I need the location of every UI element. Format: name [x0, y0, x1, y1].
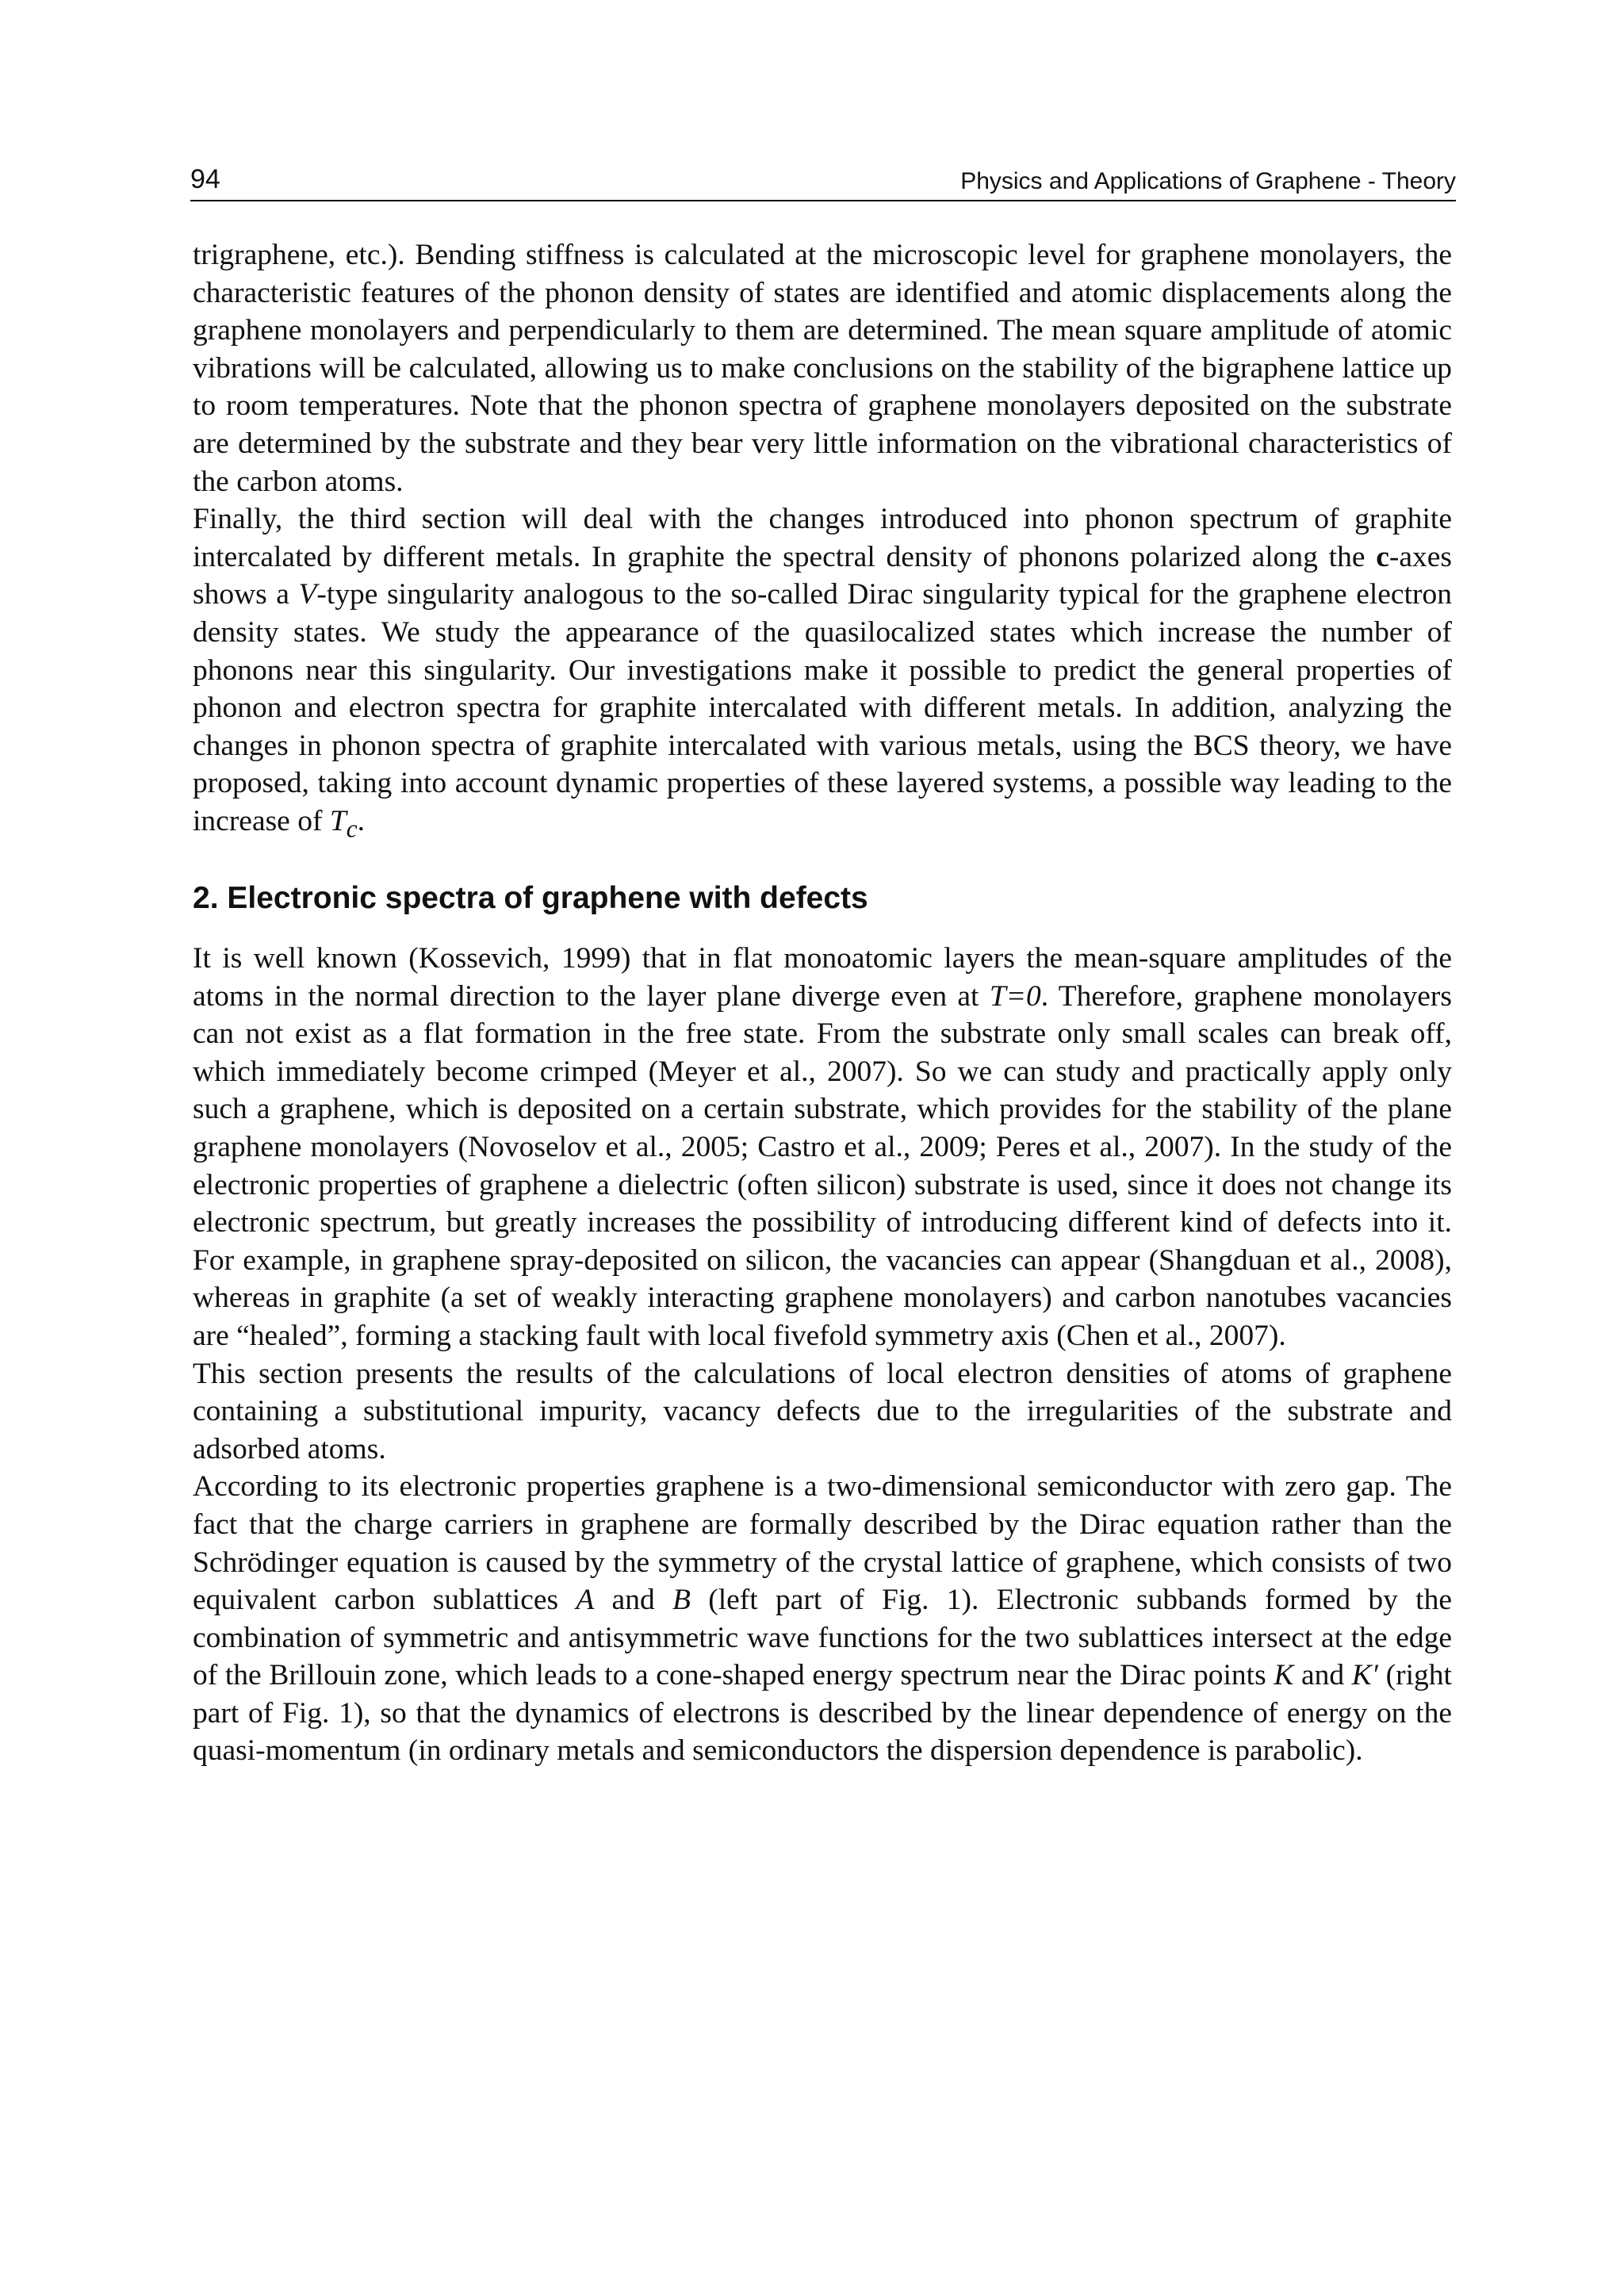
paragraph-2 [193, 500, 1452, 848]
t-zero-symbol: T=0 [989, 979, 1041, 1013]
text-span: Finally, the third section will deal with the changes introduced into phonon spectrum of graphite intercalated by different metals. In graphite the spectral density of phonons polarized along the [193, 503, 1452, 573]
page-number: 94 [190, 164, 220, 194]
paragraph-1: trigraphene, etc.). Bending stiffness is calculated at the microscopic level for graphene monolayers, the characteristic features of the phonon density of states are identified and atomic displacements along the graphene monolayers and perpendicularly to them are determined. The mean square amplitude of atomic vibrations will be calculated, allowing us to make conclusions on the stability of the bigraphene lattice up to room temperatures. Note that the phonon spectra of graphene monolayers deposited on the substrate are determined by the substrate and they bear very little information on the vibrational characteristics of the carbon atoms. [193, 239, 1452, 498]
text-span: (left part of Fig. 1). Electronic subbands formed by the combination of symmetric and antisymmetric wave functions for the two sublattices intersect at the edge of the Brillouin zone, which leads to a cone-shaped energy spectrum near the Dirac points [193, 1584, 1452, 1692]
dirac-point-k-prime-symbol: K′ [1351, 1659, 1379, 1692]
section-heading: 2. Electronic spectra of graphene with defects [193, 881, 868, 915]
sublattice-b-symbol: B [672, 1584, 691, 1617]
sublattice-a-symbol: A [576, 1584, 595, 1617]
text-span: It is well known (Kossevich, 1999) that in flat monoatomic layers the mean-square amplitudes of the atoms in the normal direction to the layer plane diverge even at [193, 942, 1452, 1013]
text-span: According to its electronic properties graphene is a two-dimensional semiconductor with zero gap. The fact that the charge carriers in graphene are formally described by the Dirac equation rather than the Schrödinger equation is caused by the symmetry of the crystal lattice of graphene, which consists of two equivalent carbon sublattices [193, 1470, 1452, 1617]
paragraph-3 [193, 940, 1452, 1355]
text-span: . [357, 804, 365, 837]
text-span: and [1293, 1659, 1352, 1692]
text-span: -type singularity analogous to the so-called Dirac singularity typical for the graphene electron density states. We study the appearance of the quasilocalized states which increase the number of phonons near this singularity. Our investigations make it possible to predict the general properties of phonon and electron spectra for graphite intercalated with different metals. In addition, analyzing the changes in phonon spectra of graphite intercalated with various metals, using the BCS theory, we have proposed, taking into account dynamic properties of these layered systems, a possible way leading to the increase of [193, 578, 1452, 837]
text-span: . Therefore, graphene monolayers can not exist as a flat formation in the free state. From the substrate only small scales can break off, which immediately become crimped (Meyer et al., 2007). So we can study and practically apply only such a graphene, which is deposited on a certain substrate, which provides for the stability of the plane graphene monolayers (Novoselov et al., 2005; Castro et al., 2009; Peres et al., 2007). In the study of the electronic properties of graphene a dielectric (often silicon) substrate is used, since it does not change its electronic spectrum, but greatly increases the possibility of introducing different kind of defects into it. For example, in graphene spray-deposited on silicon, the vacancies can appear (Shangduan et al., 2008), whereas in graphite (a set of weakly interacting graphene monolayers) and carbon nanotubes vacancies are “healed”, forming a stacking fault with local fivefold symmetry axis (Chen et al., 2007). [193, 979, 1452, 1352]
running-header [190, 163, 1456, 201]
body-text [193, 236, 1452, 1770]
t-subscript: c [346, 814, 358, 843]
v-symbol: V [298, 578, 317, 611]
running-title: Physics and Applications of Graphene - Theory [960, 168, 1456, 194]
c-axes-symbol: c [1376, 540, 1389, 573]
paragraph-4: This section presents the results of the calculations of local electron densities of atoms of graphene containing a substitutional impurity, vacancy defects due to the irregularities of the substrate and adsorbed atoms. [193, 1357, 1452, 1465]
text-span: and [594, 1584, 672, 1617]
paragraph-5 [193, 1468, 1452, 1770]
dirac-point-k-symbol: K [1274, 1659, 1294, 1692]
text-span: -axes shows a [193, 540, 1452, 611]
text-span: (right part of Fig. 1), so that the dynamics of electrons is described by the linear dependence of energy on the quasi-momentum (in ordinary metals and semiconductors the dispersion dependence is parabolic). [193, 1659, 1452, 1768]
t-symbol: T [329, 804, 347, 837]
